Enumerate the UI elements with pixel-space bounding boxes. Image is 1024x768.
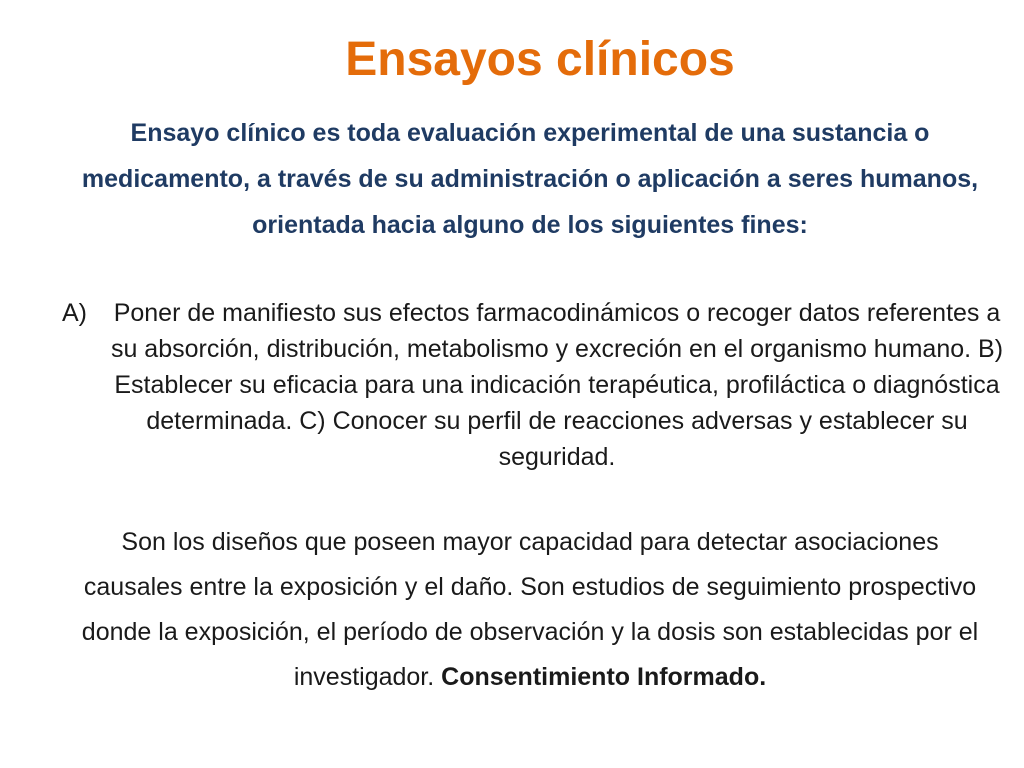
list-item: [62, 295, 1012, 475]
list-marker: A): [62, 299, 87, 327]
slide-title: Ensayos clínicos: [345, 33, 735, 86]
closing-text: Son los diseños que poseen mayor capacidad para detectar asociaciones causales entre la exposición y el daño. Son estudios de seguimiento prospectivo donde la exposición, el período de observación y la dosis son establecidas por el investigador.: [81, 528, 979, 691]
list-item-text: Poner de manifiesto sus efectos farmacodinámicos o recoger datos referentes a su absorción, distribución, metabolismo y excreción en el organismo humano. B) Establecer su eficacia para una indicación terapéutica, profiláctica o diagnóstica determinada. C) Conocer su perfil de reacciones adversas y establecer su seguridad.: [110, 299, 1004, 471]
closing-emphasis: Consentimiento Informado.: [441, 663, 767, 691]
closing-paragraph: [80, 520, 980, 700]
definition-text: Ensayo clínico es toda evaluación experimental de una sustancia o medicamento, a través de su administración o aplicación a seres humanos, orientada hacia alguno de los siguientes fines:: [81, 119, 979, 239]
